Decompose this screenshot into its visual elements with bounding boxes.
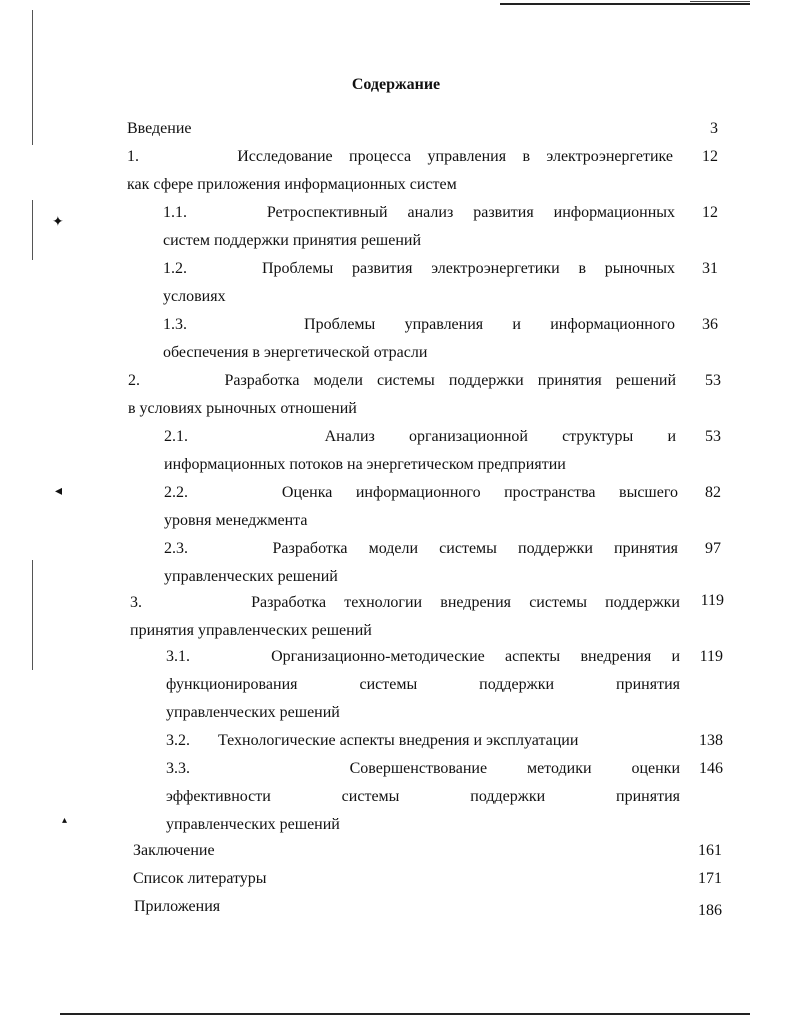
toc-entry-continuation: эффективности системы поддержки принятия <box>166 788 680 805</box>
scan-edge-line <box>60 1013 750 1015</box>
toc-page-number: 3 <box>710 120 718 137</box>
toc-entry-continuation: управленческих решений <box>164 568 338 585</box>
toc-entry <box>128 367 676 423</box>
toc-entry-continuation: условиях <box>163 288 226 305</box>
toc-entry-number: 1.2. <box>163 260 187 277</box>
toc-entry-continuation: уровня менеджмента <box>164 512 308 529</box>
toc-entry-title: Приложения <box>134 898 221 915</box>
toc-entry <box>164 423 676 479</box>
toc-entry-number: 1.3. <box>163 316 187 333</box>
toc-entry <box>166 727 676 755</box>
page-title: Содержание <box>351 76 441 93</box>
toc-entry-number: 3.1. <box>166 648 190 665</box>
toc-entry-title: Разработка технологии внедрения системы поддержки <box>251 594 680 611</box>
margin-rule <box>32 560 33 670</box>
toc-entry-title: Проблемы управления и информационного <box>304 316 676 333</box>
toc-page-number: 171 <box>698 870 722 887</box>
scan-edge-line <box>500 3 750 5</box>
toc-page-number: 119 <box>699 648 723 665</box>
toc-page-number: 31 <box>702 260 718 277</box>
toc-page-number: 97 <box>705 540 721 557</box>
toc-page-number: 12 <box>702 204 718 221</box>
toc-entry-continuation: функционирования системы поддержки принятия <box>166 676 680 693</box>
toc-page-number: 186 <box>698 902 722 919</box>
toc-entry-title: Разработка модели системы поддержки принятия <box>272 540 678 557</box>
toc-entry-number: 1.1. <box>163 204 187 221</box>
toc-entry-continuation: в условиях рыночных отношений <box>128 400 357 417</box>
toc-entry <box>134 893 674 921</box>
toc-entry <box>166 755 680 839</box>
toc-entry-continuation: систем поддержки принятия решений <box>163 232 422 249</box>
toc-entry-continuation: управленческих решений <box>166 704 340 721</box>
margin-rule <box>32 200 33 260</box>
toc-entry <box>130 589 680 645</box>
toc-entry-title: Список литературы <box>133 870 267 887</box>
toc-entry <box>163 199 675 255</box>
scan-mark-icon: ✦ <box>52 215 64 230</box>
toc-entry-title: Введение <box>127 120 192 137</box>
toc-page-number: 53 <box>705 428 721 445</box>
toc-entry-title: Заключение <box>133 842 215 859</box>
toc-entry-number: 3.3. <box>166 760 190 777</box>
scan-mark-icon: ◂ <box>55 484 63 499</box>
toc-entry <box>164 479 678 535</box>
toc-page-number: 36 <box>702 316 718 333</box>
toc-entry-continuation: обеспечения в энергетической отрасли <box>163 344 428 361</box>
toc-entry-number: 1. <box>127 148 139 165</box>
toc-entry-number: 2. <box>128 372 140 389</box>
toc-entry <box>127 115 687 143</box>
toc-entry-number: 3.2. <box>166 732 190 749</box>
toc-entry-number: 2.1. <box>164 428 188 445</box>
toc-page-number: 146 <box>699 760 723 777</box>
toc-entry-title: Анализ организационной структуры и <box>324 428 677 445</box>
toc-entry-title: Организационно-методические аспекты внедрения и <box>271 648 681 665</box>
toc-entry <box>163 255 675 311</box>
toc-entry-number: 3. <box>130 594 142 611</box>
toc-entry-title: Разработка модели системы поддержки принятия решений <box>224 372 677 389</box>
toc-entry-continuation: принятия управленческих решений <box>130 622 372 639</box>
toc-entry <box>163 311 675 367</box>
toc-entry-continuation: управленческих решений <box>166 816 340 833</box>
toc-entry-title: Ретроспективный анализ развития информационных <box>266 204 676 221</box>
toc-entry <box>133 837 673 865</box>
toc-page-number: 161 <box>698 842 722 859</box>
toc-page-number: 53 <box>705 372 721 389</box>
toc-entry-number: 2.3. <box>164 540 188 557</box>
toc-entry-title: Исследование процесса управления в электроэнергетике <box>237 148 673 165</box>
toc-entry-title: Совершенствование методики оценки <box>349 760 681 777</box>
toc-page-number: 119 <box>700 592 724 609</box>
toc-page-number: 82 <box>705 484 721 501</box>
scan-mark-icon: ▴ <box>62 815 68 826</box>
toc-entry-title: Проблемы развития электроэнергетики в рыночных <box>262 260 675 277</box>
toc-entry <box>133 865 673 893</box>
toc-entry-number: 2.2. <box>164 484 188 501</box>
toc-page-number: 138 <box>699 732 723 749</box>
toc-entry-title: Технологические аспекты внедрения и эксплуатации <box>218 732 579 749</box>
toc-entry <box>164 535 678 591</box>
toc-entry <box>166 643 680 727</box>
toc-entry <box>127 143 673 199</box>
toc-entry-continuation: информационных потоков на энергетическом предприятии <box>164 456 566 473</box>
toc-entry-title: Оценка информационного пространства высшего <box>281 484 679 501</box>
toc-entry-continuation: как сфере приложения информационных систем <box>127 176 457 193</box>
scan-edge-line <box>690 1 750 2</box>
toc-page-number: 12 <box>702 148 718 165</box>
